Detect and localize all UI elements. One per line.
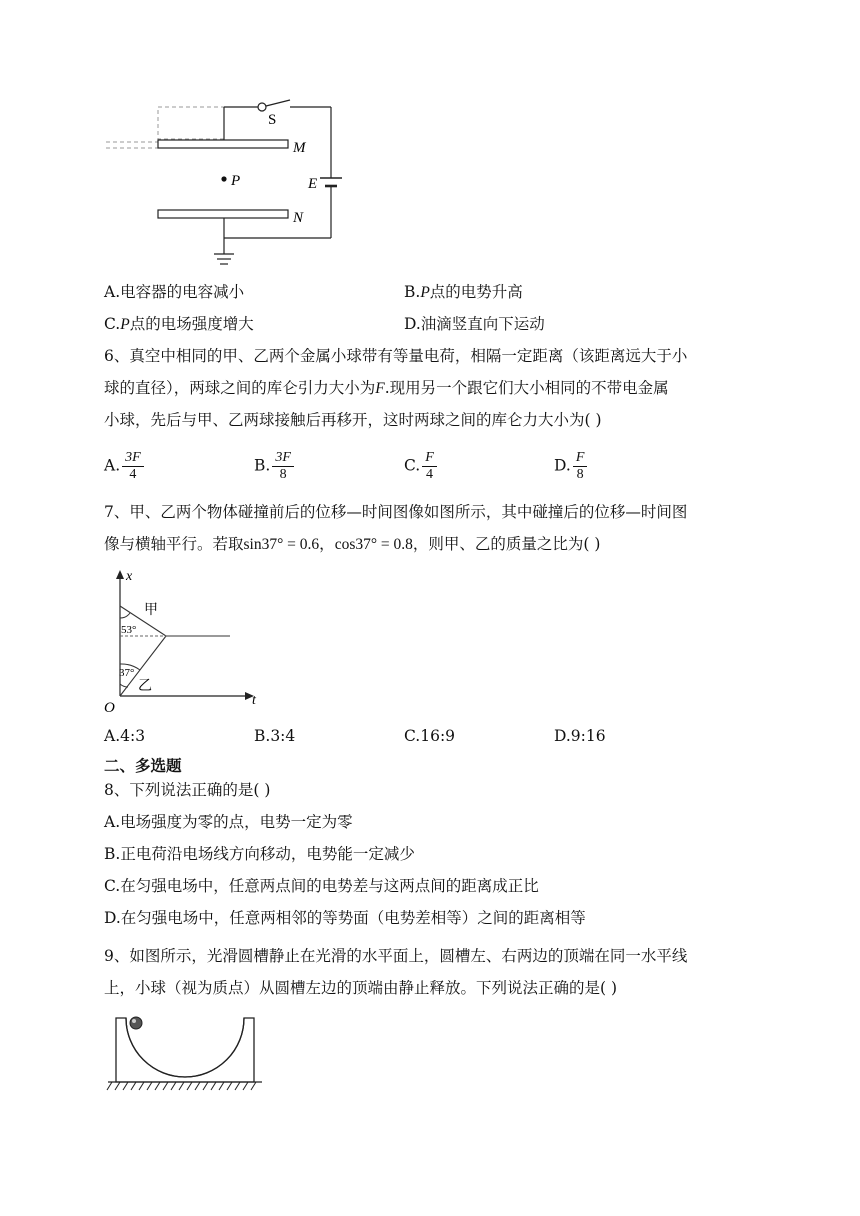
label-yi: 乙	[138, 679, 152, 694]
q7-option-c: C.16:9	[404, 727, 456, 745]
q7-stem-line-2: 像与横轴平行。若取sin37° = 0.6，cos37° = 0.8，则甲、乙的质量之比为( )	[104, 535, 601, 553]
plate-m-label: M	[293, 140, 306, 156]
q6-option-d: D. $\frac{F}{8}$	[554, 450, 587, 483]
plate-n-label: N	[293, 210, 304, 226]
axis-x-label: x	[126, 569, 133, 584]
q5-option-b: B.P点的电势升高	[404, 283, 523, 301]
label-jia: 甲	[144, 603, 158, 618]
q6-stem-line-3: 小球，先后与甲、乙两球接触后再移开，这时两球之间的库仑力大小为( )	[104, 411, 602, 429]
q5-option-d: D.油滴竖直向下运动	[404, 315, 545, 333]
q8-option-d: D.在匀强电场中，任意两相邻的等势面（电势差相等）之间的距离相等	[104, 909, 586, 927]
angle-53-label: 53°	[121, 624, 137, 636]
battery-label: E	[308, 176, 318, 192]
q6-stem-line-1: 6、真空中相同的甲、乙两个金属小球带有等量电荷，相隔一定距离（该距离远大于小	[104, 347, 688, 365]
q5-option-c: C.P点的电场强度增大	[104, 315, 254, 333]
x-t-graph	[100, 566, 270, 716]
axis-t-label: t	[252, 693, 256, 708]
q8-option-a: A.电场强度为零的点，电势一定为零	[104, 813, 353, 831]
angle-37-label: 37°	[119, 667, 135, 679]
q6-option-a: A. $\frac{3F}{4}$	[104, 450, 144, 483]
q7-stem-line-1: 7、甲、乙两个物体碰撞前后的位移—时间图像如图所示，其中碰撞后的位移—时间图	[104, 503, 688, 521]
q7-option-d: D.9:16	[554, 727, 606, 745]
capacitor-circuit-diagram	[100, 96, 360, 276]
q6-option-b: B. $\frac{3F}{8}$	[254, 450, 294, 483]
q7-option-a: A.4:3	[104, 727, 146, 745]
q7-option-b: B.3:4	[254, 727, 296, 745]
q6-stem-line-2: 球的直径），两球之间的库仑引力大小为F.现用另一个跟它们大小相同的不带电金属	[104, 379, 669, 397]
q6-option-c: C. $\frac{F}{4}$	[404, 450, 437, 483]
q8-stem: 8、下列说法正确的是( )	[104, 781, 271, 799]
point-p-label: P	[231, 173, 241, 189]
q9-stem-line-2: 上，小球（视为质点）从圆槽左边的顶端由静止释放。下列说法正确的是( )	[104, 979, 618, 997]
q5-option-a: A.电容器的电容减小	[104, 283, 245, 301]
q8-option-b: B.正电荷沿电场线方向移动，电势能一定减少	[104, 845, 415, 863]
section-title-multi-choice: 二、多选题	[104, 756, 182, 775]
origin-label: O	[104, 700, 115, 716]
q9-stem-line-1: 9、如图所示，光滑圆槽静止在光滑的水平面上，圆槽左、右两边的顶端在同一水平线	[104, 947, 688, 965]
switch-label: S	[268, 112, 277, 128]
circular-groove-diagram	[104, 1010, 264, 1094]
q8-option-c: C.在匀强电场中，任意两点间的电势差与这两点间的距离成正比	[104, 877, 539, 895]
